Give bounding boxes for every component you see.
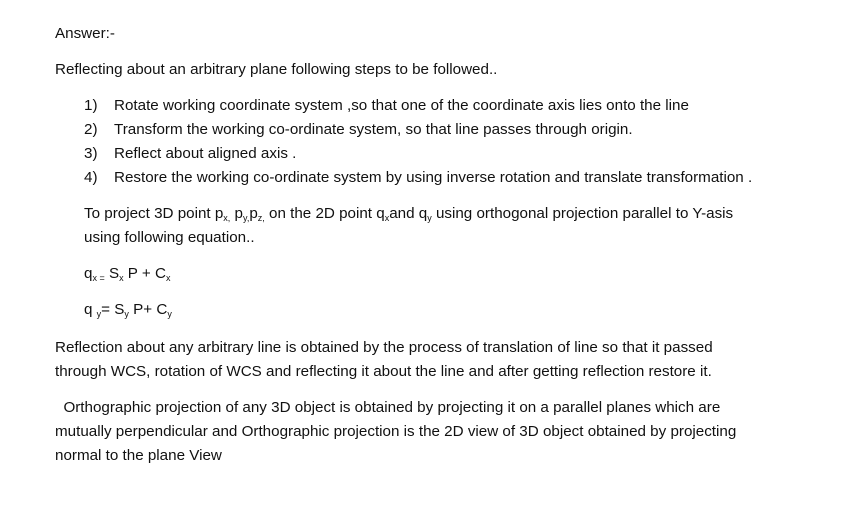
step-item (84, 94, 752, 118)
step-text: Restore the working co-ordinate system by using inverse rotation and translate transformation . (114, 169, 753, 186)
orthographic-paragraph-line: mutually perpendicular and Orthographic projection is the 2D view of 3D object obtained by projecting (55, 423, 737, 440)
step-number: 4) (84, 169, 98, 186)
answer-label: Answer:- (55, 25, 115, 42)
step-text: Reflect about aligned axis . (114, 145, 297, 162)
step-number: 1) (84, 97, 98, 114)
step-item (84, 142, 752, 166)
step-text: Transform the working co-ordinate system, so that line passes through origin. (114, 121, 633, 138)
step-number: 2) (84, 121, 98, 138)
step-number: 3) (84, 145, 98, 162)
step-item (84, 166, 752, 190)
projection-line-2: using following equation.. (84, 229, 255, 246)
step-text: Rotate working coordinate system ,so that one of the coordinate axis lies onto the line (114, 97, 689, 114)
orthographic-paragraph-line: Orthographic projection of any 3D object is obtained by projecting it on a parallel planes which are (55, 399, 721, 416)
steps-list (84, 94, 752, 190)
orthographic-paragraph-line: normal to the plane View (55, 447, 222, 464)
reflection-paragraph-line: Reflection about any arbitrary line is obtained by the process of translation of line so that it passed (55, 339, 713, 356)
step-item (84, 118, 752, 142)
projection-line-1: To project 3D point $p_{x,}$ $p_{y,}p_{z,}$ on the 2D point $q_xand$ $q_y$ using orthogonal projection parallel to Y-asis (84, 205, 734, 223)
reflection-paragraph-line: through WCS, rotation of WCS and reflecting it about the line and after getting reflection restore it. (55, 363, 712, 380)
intro-sentence: Reflecting about an arbitrary plane following steps to be followed.. (55, 61, 498, 78)
equation-qx: $q_{x =}$ $S_x$ $P + C_x$ (84, 265, 171, 283)
equation-qy: q $_y= S_y$ $P+ C_y$ (84, 301, 172, 319)
